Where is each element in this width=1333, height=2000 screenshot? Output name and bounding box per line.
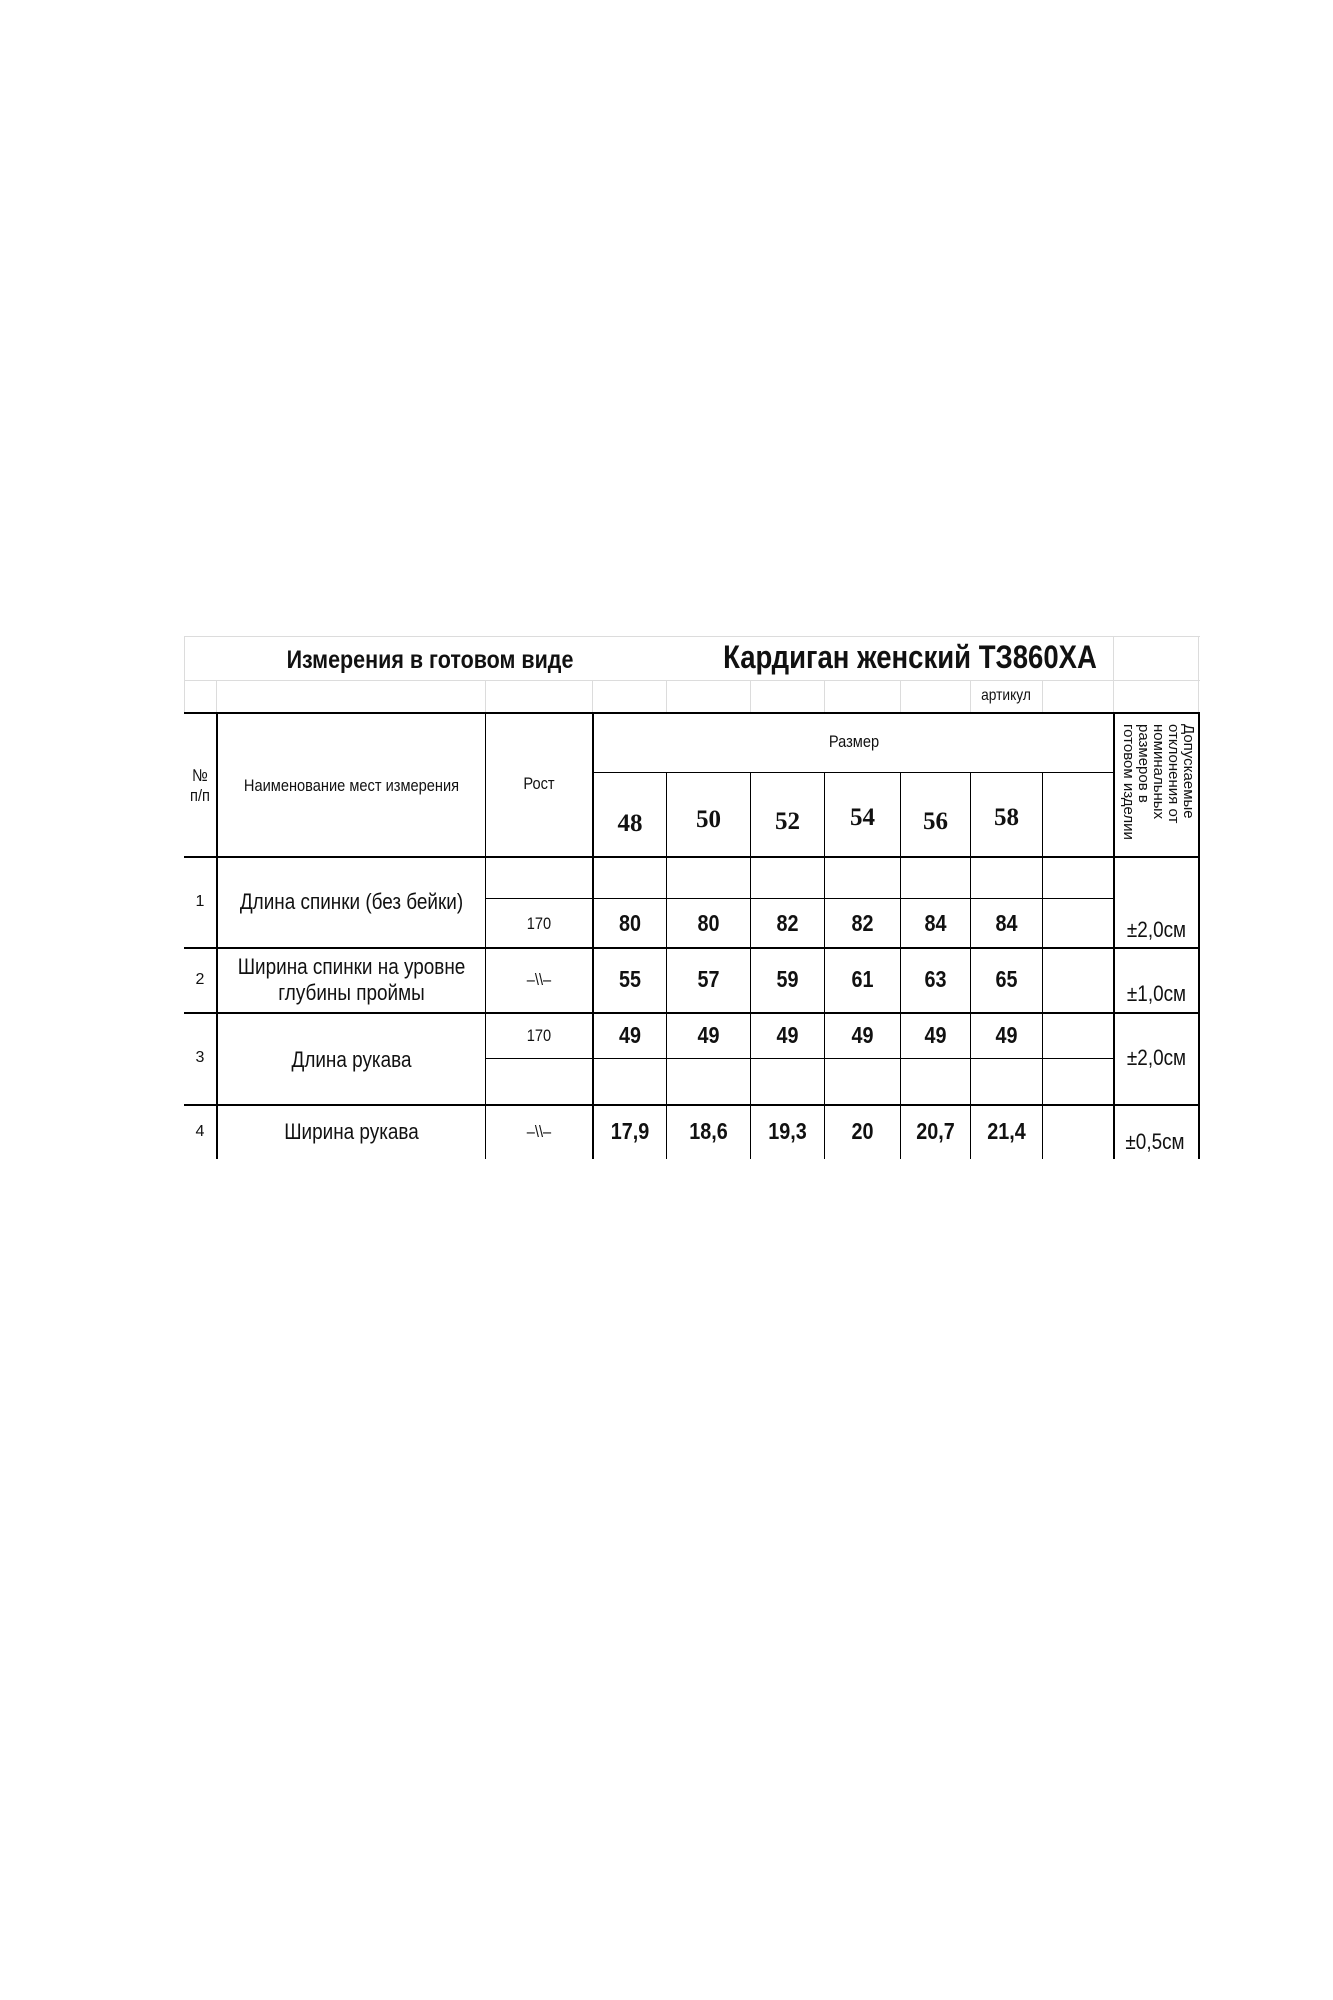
size-header-divider [592,772,1114,773]
value-cell: 18,6 [689,1118,728,1145]
tolerance-value: ±2,0см [1126,1044,1187,1070]
grid-line [824,680,825,712]
value-cell: 20,7 [916,1118,955,1145]
value-cell: 82 [776,910,799,937]
value-cell: 82 [851,910,874,937]
size-48: 48 [617,810,643,837]
value-cell: 55 [618,966,642,993]
rost-value: 170 [526,913,552,933]
size-52: 52 [775,808,800,835]
col-border [216,712,218,1159]
col-num-header: № п/п [190,765,210,805]
size-54: 54 [850,804,875,831]
value-cell: 80 [618,910,642,937]
measurement-name: Ширина рукава [284,1118,419,1144]
grid-line [184,636,185,712]
row-number: 2 [195,971,205,989]
row-number: 3 [195,1049,205,1067]
grid-line [216,680,217,712]
table-border-right [1198,712,1200,1159]
value-cell: 65 [995,966,1018,993]
product-title: Кардиган женский ТЗ860ХА [723,638,1097,675]
row-number: 1 [195,893,205,911]
col-name-header: Наименование мест измерения [243,775,460,795]
article-label: артикул [981,687,1031,705]
value-cell: 49 [776,1022,799,1049]
tolerance-value: ±1,0см [1126,980,1187,1006]
value-cell: 49 [697,1022,720,1049]
value-cell: 84 [995,910,1018,937]
row-number: 4 [195,1123,205,1141]
rost-value: 170 [526,1025,552,1045]
value-cell: 20 [851,1118,874,1145]
measurements-title: Измерения в готовом виде [286,646,574,674]
col-rost-header: Рост [523,773,555,793]
col-tolerance-header: Допускаемые отклонения от номинальных размеров в готовом изделии [1120,724,1197,840]
rost-value: –\\– [526,1121,552,1141]
grid-line [666,680,667,712]
grid-line [970,680,971,712]
measurement-name: Длина спинки (без бейки) [239,888,464,914]
grid-line [592,680,593,712]
value-cell: 49 [995,1022,1018,1049]
value-cell: 19,3 [768,1118,807,1145]
value-cell: 63 [924,966,947,993]
value-cell: 61 [851,966,874,993]
row1-bottom-border [184,947,1200,949]
value-cell: 49 [618,1022,642,1049]
value-cell: 57 [697,966,720,993]
col-border [485,712,486,1159]
row3-divider [485,1058,1115,1059]
size-50: 50 [696,806,721,833]
tolerance-value: ±0,5см [1125,1128,1185,1154]
measurement-name: Ширина спинки на уровне глубины проймы [237,953,466,1005]
col-border [1042,772,1043,1159]
grid-line [1198,636,1199,712]
size-58: 58 [994,804,1019,831]
row1-divider [485,898,1115,899]
value-cell: 49 [851,1022,874,1049]
value-cell: 84 [924,910,947,937]
value-cell: 17,9 [610,1118,650,1145]
grid-line [750,680,751,712]
col-border [592,712,594,1159]
value-cell: 21,4 [987,1118,1026,1145]
grid-line [485,680,486,712]
value-cell: 80 [697,910,720,937]
value-cell: 49 [924,1022,947,1049]
col-size-header: Размер [828,731,880,751]
measurement-name: Длина рукава [291,1046,412,1072]
value-cell: 59 [776,966,799,993]
grid-line [900,680,901,712]
grid-line [1042,680,1043,712]
table-border-top [184,712,1200,714]
rost-value: –\\– [526,969,552,989]
header-bottom-border [184,856,1200,858]
row3-bottom-border [184,1104,1200,1106]
tolerance-value: ±2,0см [1126,916,1187,942]
grid-line [184,680,1200,681]
size-56: 56 [923,808,948,835]
row2-bottom-border [184,1012,1200,1014]
col-border [1113,712,1115,1159]
